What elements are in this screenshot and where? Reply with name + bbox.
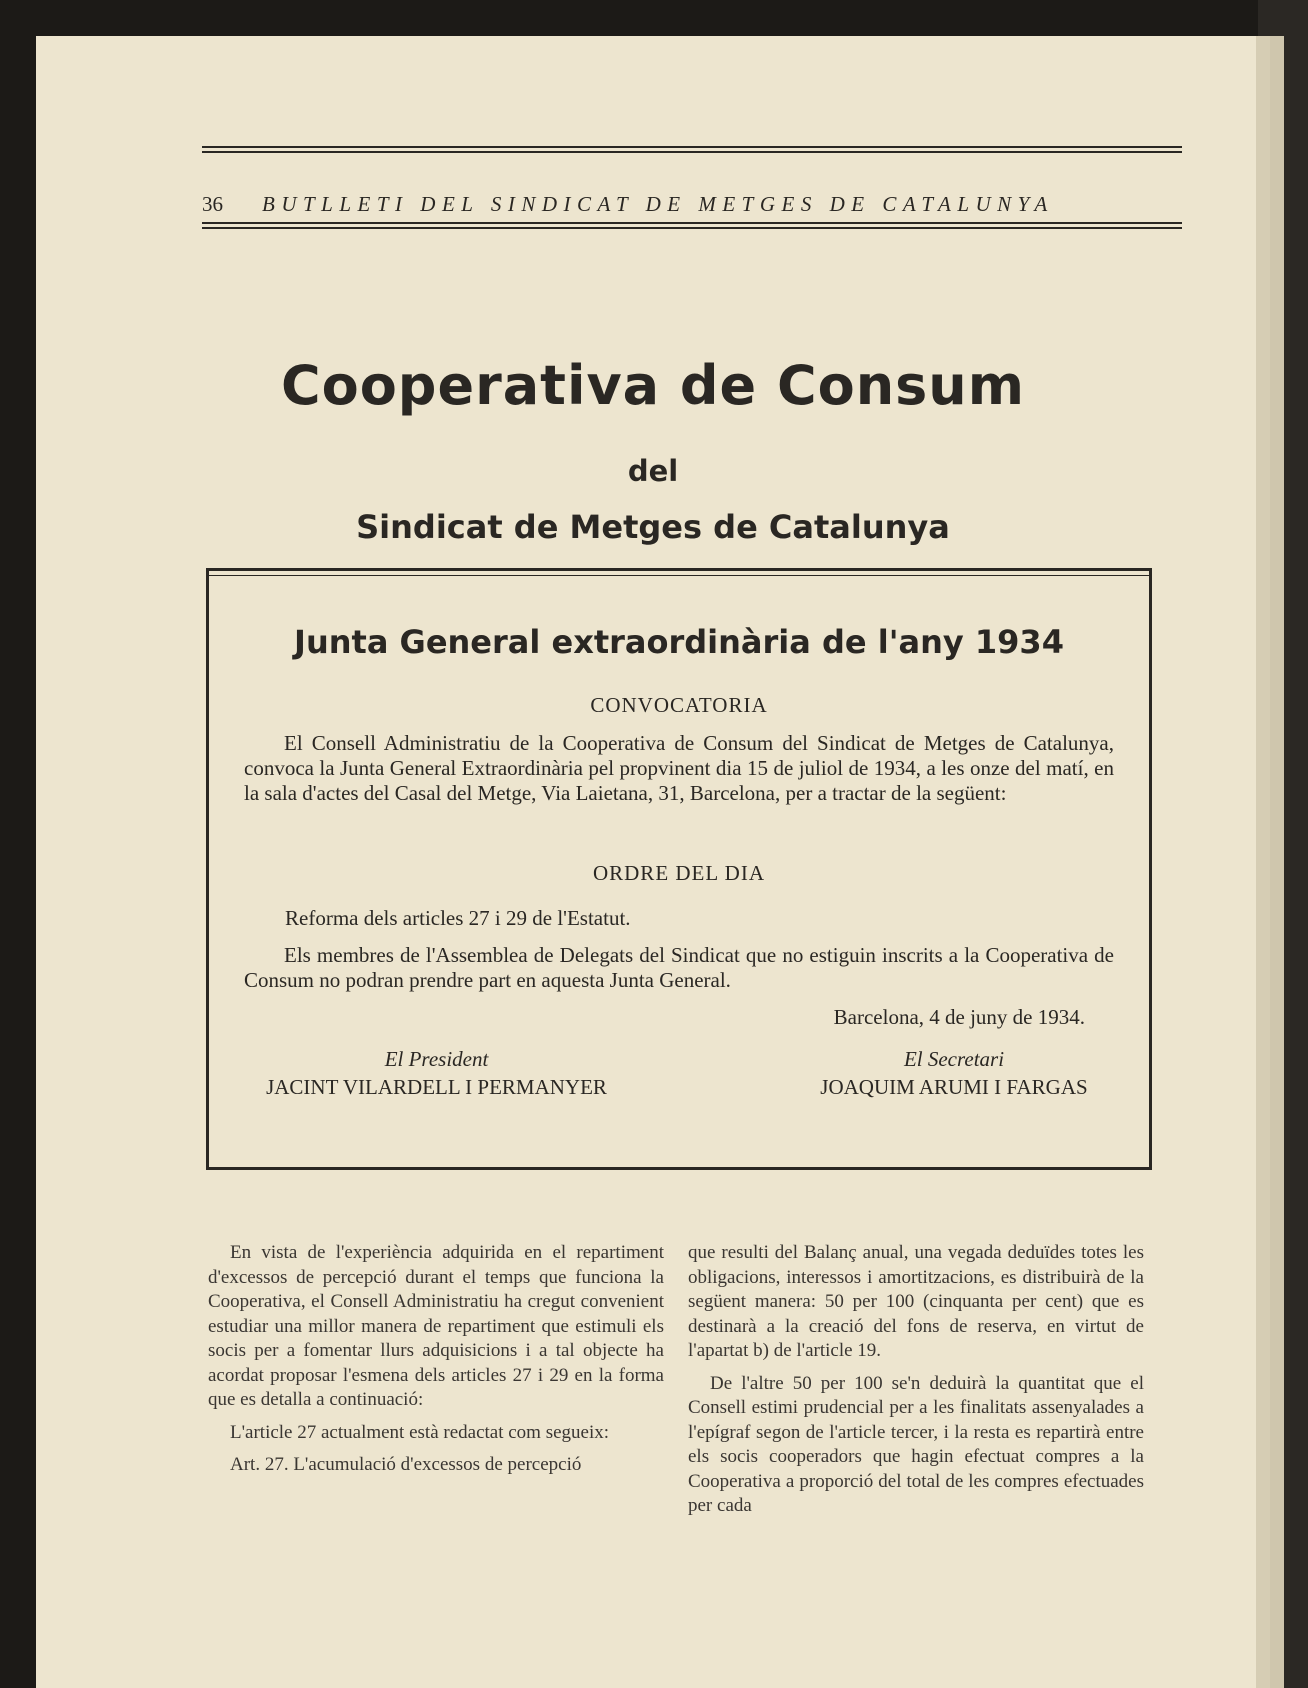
date-line: Barcelona, 4 de juny de 1934. — [833, 1005, 1085, 1029]
page-edge — [1268, 36, 1284, 1688]
page — [36, 36, 1270, 1688]
notice-box — [206, 568, 1152, 1170]
notice-inner-rule — [209, 575, 1149, 576]
header-rule-top-2 — [202, 151, 1182, 153]
right-paragraph-1: que resulti del Balanç anual, una vegada deduïdes totes les obligacions, interessos i amortitzacions, es distribuirà de la següent manera: 50 per 100 (cinquanta per cent) que es destinarà a la creació del fons de reserva, en virtut de l'apartat b) de l'article 19. — [688, 1242, 1144, 1361]
right-paragraph-2: De l'altre 50 per 100 se'n deduirà la quantitat que el Consell estimi prudencial per a les finalitats assenyalades a l'epígraf segon de l'article tercer, i la resta es repartirà entre els socis cooperadors que hagin efectuat compres a la Cooperativa a proporció del total de les compres efectuades per cada — [688, 1372, 1144, 1516]
notice-body: El Consell Administratiu de la Cooperativa de Consum del Sindicat de Metges de Catalunya, convoca la Junta General Extraordinària pel propvinent dia 15 de juliol de 1934, a les onze del matí, en la sala d'actes del Casal del Metge, Via Laietana, 31, Barcelona, per a tractar de la següent: — [244, 731, 1114, 805]
header-rule-bottom-2 — [202, 227, 1182, 229]
header-rule-top — [202, 146, 1182, 148]
right-column — [688, 1241, 1144, 1527]
header-line — [202, 192, 1182, 217]
header-rule-bottom — [202, 222, 1182, 224]
president-name: JACINT VILARDELL I PERMANYER — [266, 1075, 607, 1099]
secretary-name: JOAQUIM ARUMI I FARGAS — [820, 1075, 1088, 1099]
left-paragraph-2: L'article 27 actualment està redactat com segueix: — [230, 1421, 610, 1443]
convocatoria-heading: CONVOCATORIA — [590, 693, 768, 717]
running-head — [202, 146, 1182, 236]
president-role: El President — [384, 1047, 489, 1071]
left-paragraph-1: En vista de l'experiència adquirida en el repartiment d'excessos de percepció durant el temps que funciona la Cooperativa, el Consell Administratiu ha cregut convenient estudiar una millor manera de repartiment que estimuli els socis per a fomentar llurs adquisicions i a tal objecte ha acordat proposar l'esmena dels articles 27 i 29 en la forma que es detalla a continuació: — [208, 1242, 664, 1410]
page-number: 36 — [202, 192, 223, 216]
notice-title: Junta General extraordinària de l'any 1934 — [294, 623, 1064, 661]
subtitle-organization: Sindicat de Metges de Catalunya — [356, 508, 950, 546]
secretary-role: El Secretari — [903, 1047, 1005, 1071]
agenda-item: Reforma dels articles 27 i 29 de l'Estatut. — [285, 906, 631, 930]
left-paragraph-3: Art. 27. L'acumulació d'excessos de percepció — [230, 1454, 582, 1475]
secretary-signature — [794, 1045, 1114, 1101]
president-signature — [244, 1045, 629, 1101]
left-column — [208, 1241, 664, 1486]
journal-title: BUTLLETI DEL SINDICAT DE METGES DE CATALUNYA — [262, 192, 1054, 216]
main-title: Cooperativa de Consum — [280, 354, 1026, 417]
ordre-del-dia-heading: ORDRE DEL DIA — [592, 861, 766, 885]
subtitle-del: del — [627, 454, 679, 488]
members-note: Els membres de l'Assemblea de Delegats del Sindicat que no estiguin inscrits a la Cooperativa de Consum no podran prendre part en aquesta Junta General. — [244, 943, 1114, 992]
